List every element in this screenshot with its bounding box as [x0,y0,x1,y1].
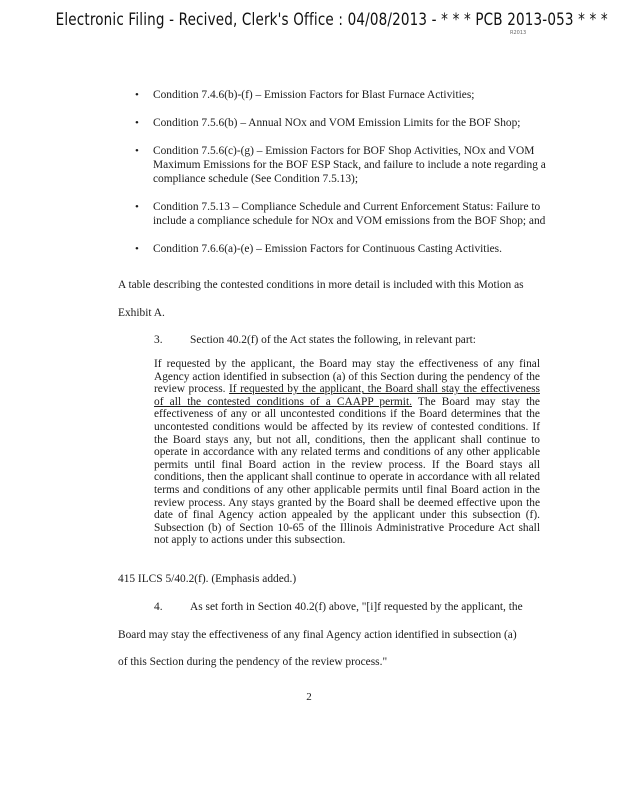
list-item-text: Condition 7.5.13 – Compliance Schedule and Current Enforcement Status: Failure to include a compliance schedule for NOx and VOM emissions from the BOF Shop; and [153,201,546,227]
list-item-text: Condition 7.5.6(b) – Annual NOx and VOM Emission Limits for the BOF Shop; [153,117,521,129]
bullet-icon: • [135,117,139,129]
list-item [132,116,552,130]
paragraph-number-3: 3. [154,334,163,346]
quote-text-part1: If requested by the applicant, the Board may stay the effectiveness of any final Agency action identified in subsection (a) of this Section during the pendency of the review process. [154,358,540,396]
quote-underlined-text: If requested by the applicant, the Board shall stay the effectiveness of all the contested conditions of a CAAPP permit. [154,383,540,408]
list-item-text: Condition 7.4.6(b)-(f) – Emission Factors for Blast Furnace Activities; [153,89,475,101]
table-description-line-2: Exhibit A. [118,307,165,319]
bullet-icon: • [135,201,139,213]
paragraph-number-4: 4. [154,601,163,613]
list-item-text: Condition 7.6.6(a)-(e) – Emission Factors for Continuous Casting Activities. [153,243,502,255]
small-stamp: R2013 [510,30,527,36]
filing-stamp-header: Electronic Filing - Recived, Clerk's Office : 04/08/2013 - * * * PCB 2013-053 * * * [55,10,608,29]
list-item [132,88,552,102]
bullet-icon: • [135,145,139,157]
citation: 415 ILCS 5/40.2(f). (Emphasis added.) [118,573,297,585]
list-item [132,242,552,256]
paragraph-4-line-2: Board may stay the effectiveness of any final Agency action identified in subsection (a) [118,629,517,641]
block-quote [154,358,540,547]
bullet-icon: • [135,89,139,101]
bullet-icon: • [135,243,139,255]
list-item [132,144,552,186]
paragraph-3-text: Section 40.2(f) of the Act states the following, in relevant part: [190,334,476,346]
page-number: 2 [306,691,312,703]
condition-list [132,88,552,270]
paragraph-4-line-1: As set forth in Section 40.2(f) above, "[i]f requested by the applicant, the [190,601,523,613]
paragraph-4-line-3: of this Section during the pendency of the review process." [118,656,388,668]
list-item [132,200,552,228]
table-description-line: A table describing the contested conditions in more detail is included with this Motion as [118,279,524,291]
list-item-text: Condition 7.5.6(c)-(g) – Emission Factors for BOF Shop Activities, NOx and VOM Maximum Emissions for the BOF ESP Stack, and failure to include a note regarding a compliance schedule (See Condition 7.5.13); [153,145,546,185]
quote-text-part2: The Board may stay the effectiveness of any or all uncontested conditions if the Board determines that the uncontested conditions would be affected by its review of contested conditions. If the Board stays any, but not all, conditions, then the applicant shall continue to operate in accordance with any related terms and conditions of any other applicable permits until final Board action in the review process. If the Board stays all conditions, then the applicant shall continue to operate in accordance with all related terms and conditions of any other applicable permits until final Board action in the review process. Any stays granted by the Board shall be deemed effective upon the date of final Agency action appealed by the applicant under this subsection (f). Subsection (b) of Section 10-65 of the Illinois Administrative Procedure Act shall not apply to actions under this subsection. [154,395,540,547]
